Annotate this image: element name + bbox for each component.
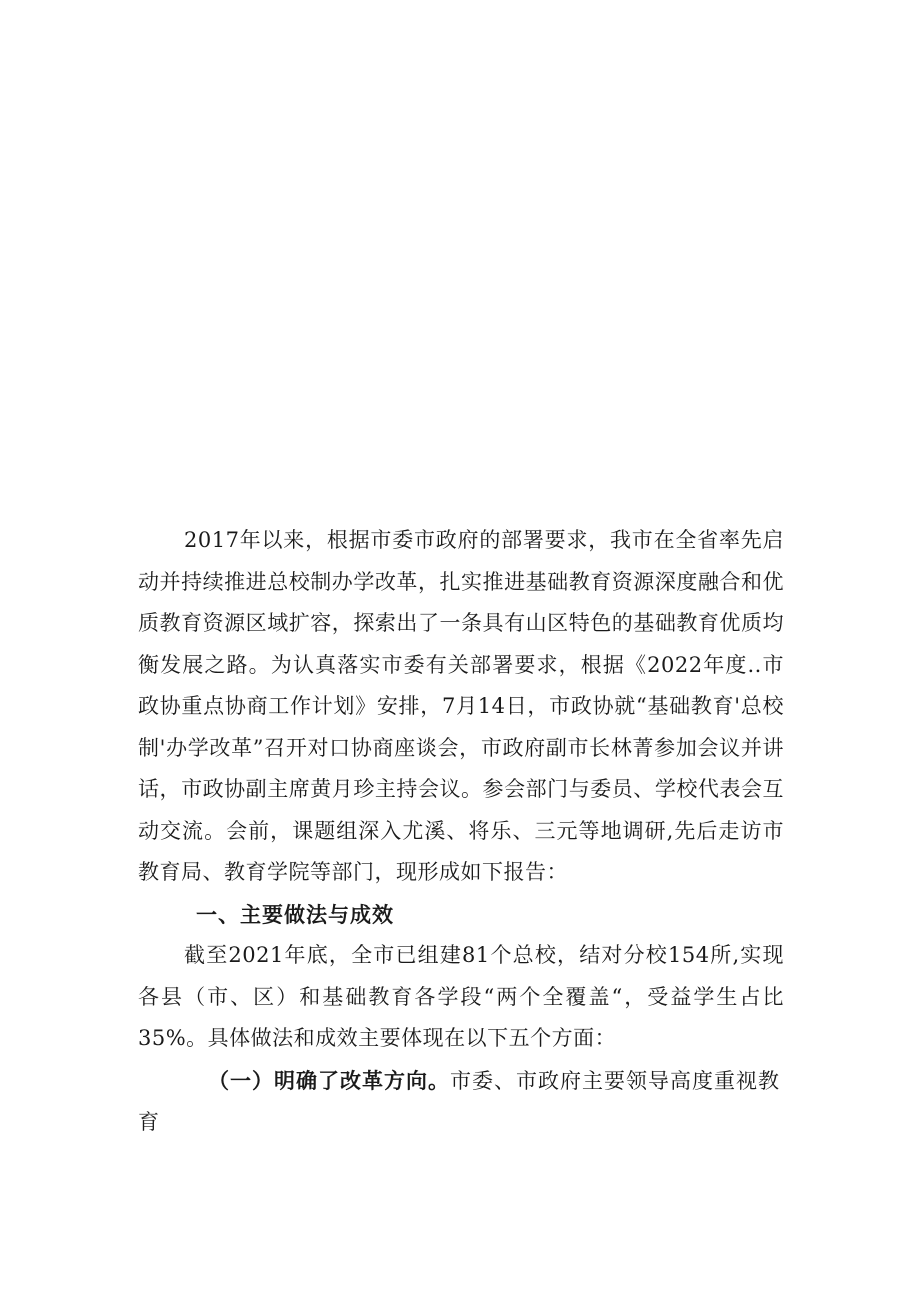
section-heading-main-practices: 一、主要做法与成效 — [196, 901, 394, 927]
document-body — [138, 520, 784, 1144]
intro-paragraph: 2017年以来，根据市委市政府的部署要求，我市在全省率先启动并持续推进总校制办学改革，扎实推进基础教育资源深度融合和优质教育资源区域扩容，探索出了一条具有山区特色的基础教育优质均衡发展之路。为认真落实市委有关部署要求，根据《2022年度..市政协重点协商工作计划》安排，7月14日，市政协就“基础教育'总校制'办学改革”召开对口协商座谈会，市政府副市长林菁参加会议并讲话，市政协副主席黄月珍主持会议。参会部门与委员、学校代表会互动交流。会前，课题组深入尤溪、将乐、三元等地调研,先后走访市教育局、教育学院等部门，现形成如下报告： — [138, 528, 784, 884]
subsection-paragraph-reform-direction — [138, 1060, 784, 1144]
section-paragraph-summary: 截至2021年底，全市已组建81个总校，结对分校154所,实现各县（市、区）和基础教育各学段“两个全覆盖“，受益学生占比35%。具体做法和成效主要体现在以下五个方面： — [138, 943, 784, 1050]
subsection-text-reform-direction: 市委、市政府主要领导高度重视教育 — [138, 1068, 780, 1134]
subsection-lead-reform-direction: （一）明确了改革方向。 — [208, 1067, 450, 1093]
